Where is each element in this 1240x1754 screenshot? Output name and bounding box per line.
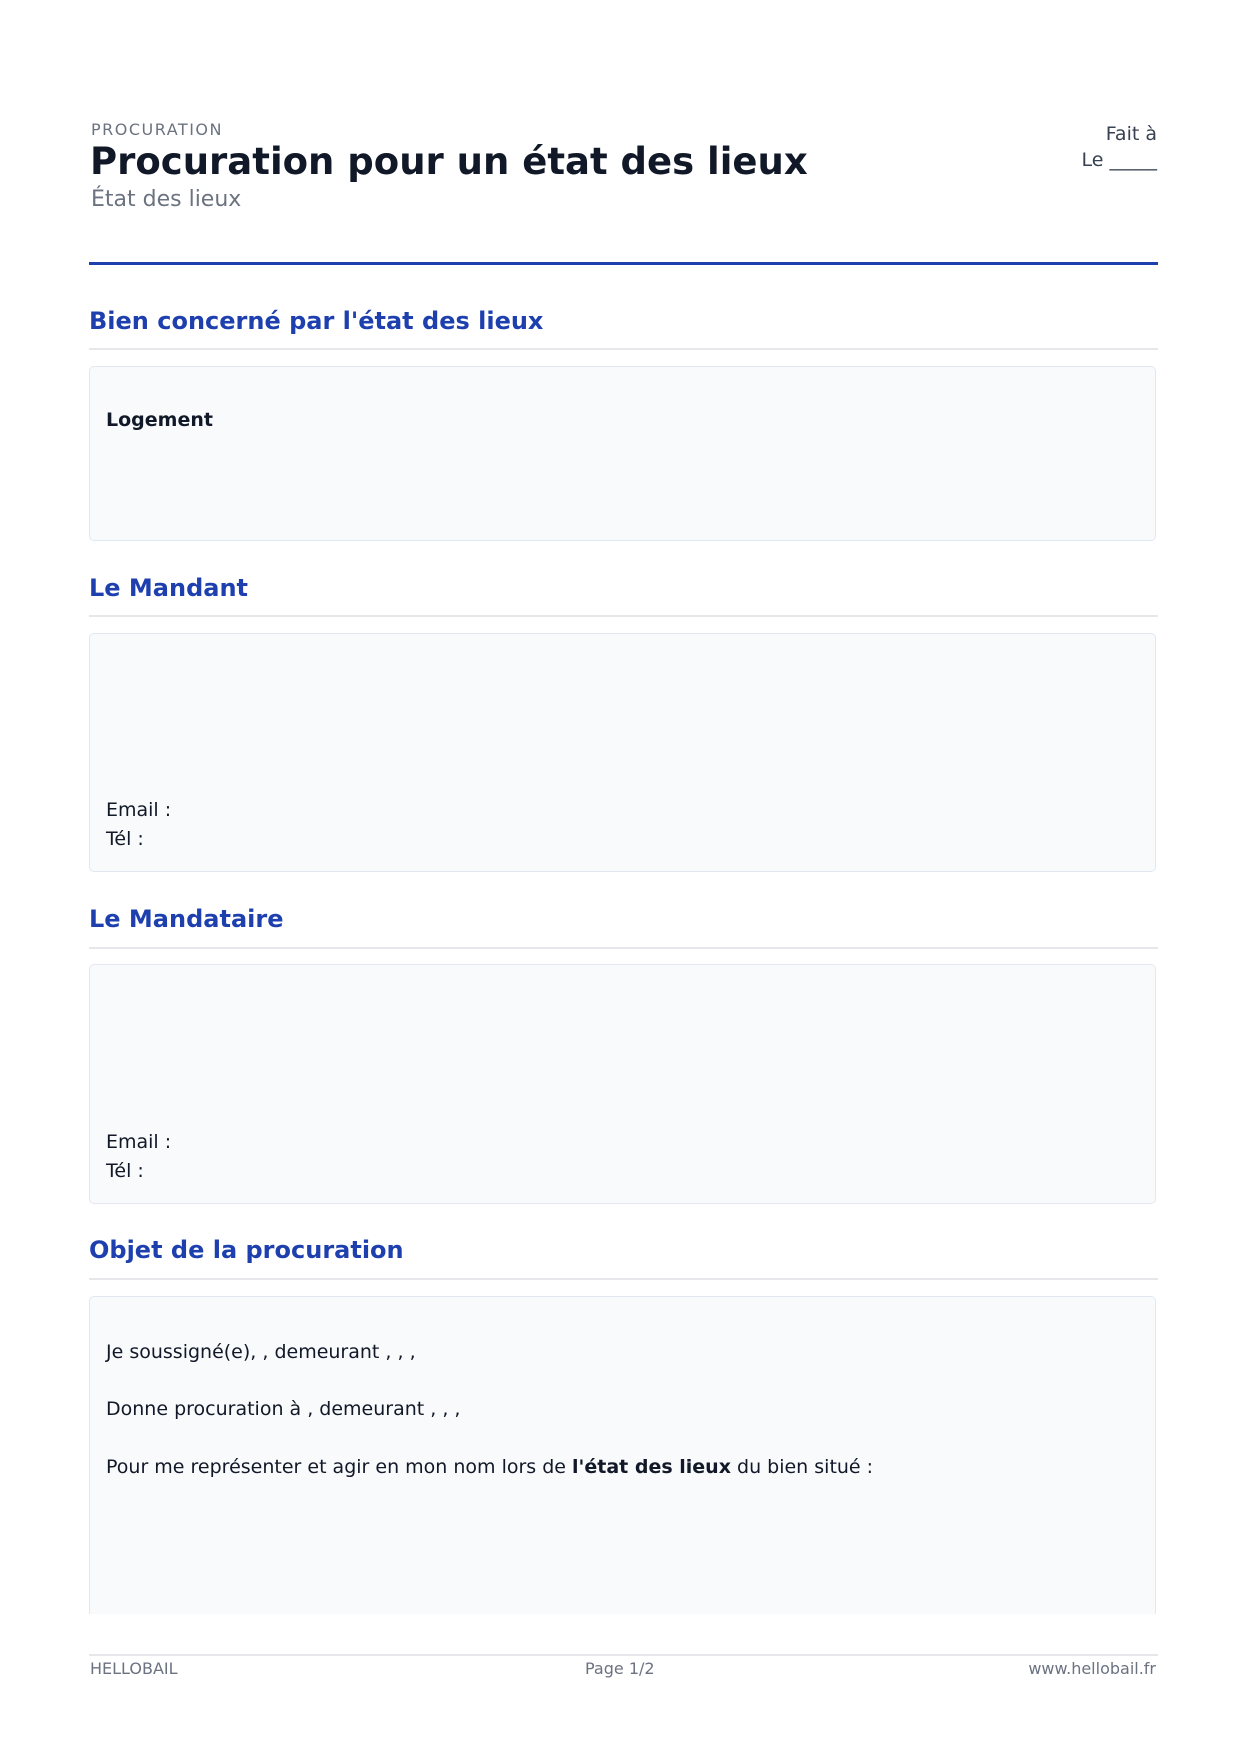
mandataire-phone-label: Tél :	[106, 1160, 144, 1182]
place-label: Fait à	[1105, 123, 1157, 145]
section-divider	[89, 348, 1158, 350]
objet-line-3-end: du bien situé :	[730, 1456, 874, 1478]
property-label: Logement	[106, 409, 213, 431]
section-divider	[89, 615, 1158, 617]
objet-box	[89, 1296, 1156, 1614]
document-kicker: PROCURATION	[91, 120, 223, 139]
mandant-phone-label: Tél :	[106, 828, 144, 850]
mandant-box	[89, 633, 1156, 872]
date-label: Le _____	[1081, 149, 1157, 171]
section-heading-property: Bien concerné par l'état des lieux	[89, 307, 544, 335]
footer-divider	[89, 1654, 1158, 1656]
place-date-block	[1082, 121, 1157, 173]
mandataire-email-label: Email :	[106, 1131, 172, 1153]
section-heading-objet: Objet de la procuration	[89, 1236, 404, 1264]
section-divider	[89, 1278, 1158, 1280]
footer-page-number: Page 1/2	[585, 1659, 655, 1678]
section-divider	[89, 947, 1158, 949]
property-box	[89, 366, 1156, 541]
objet-line-3	[106, 1456, 873, 1478]
objet-line-3-bold: l'état des lieux	[572, 1456, 731, 1478]
section-heading-mandant: Le Mandant	[89, 574, 249, 602]
mandataire-box	[89, 964, 1156, 1204]
page-title: Procuration pour un état des lieux	[90, 140, 808, 183]
mandant-email-label: Email :	[106, 799, 172, 821]
objet-line-2: Donne procuration à , demeurant , , ,	[106, 1398, 461, 1420]
header-divider	[89, 262, 1158, 265]
footer-url: www.hellobail.fr	[1028, 1659, 1156, 1678]
section-heading-mandataire: Le Mandataire	[89, 905, 284, 933]
objet-line-1: Je soussigné(e), , demeurant , , ,	[106, 1341, 416, 1363]
page-subtitle: État des lieux	[91, 187, 242, 212]
footer-brand: HELLOBAIL	[90, 1659, 178, 1678]
objet-line-3-start: Pour me représenter et agir en mon nom lors de	[106, 1456, 573, 1478]
